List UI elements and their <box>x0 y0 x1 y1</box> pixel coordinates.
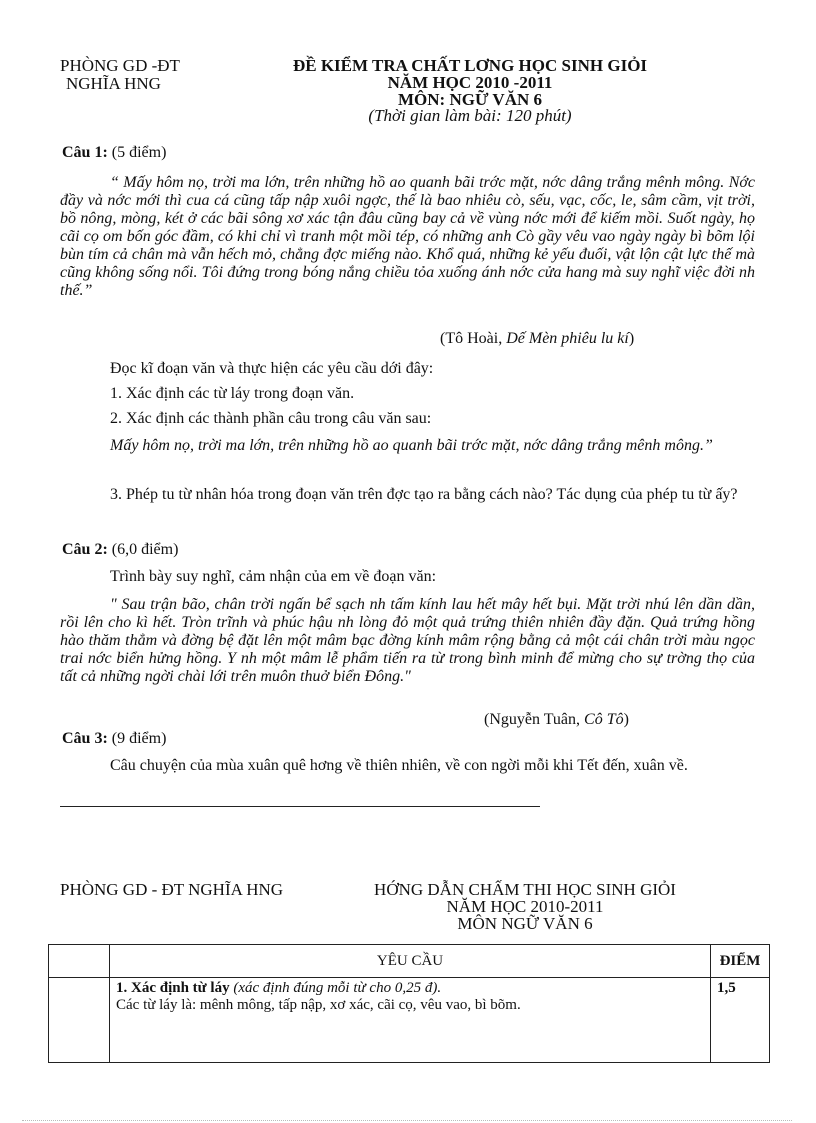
exam-title: ĐỀ KIỂM TRA CHẤT LƠNG HỌC SINH GIỎI <box>292 56 648 75</box>
question-3-points: (9 điểm) <box>111 730 167 747</box>
score-header: ĐIỂM <box>711 945 770 978</box>
requirement-title: 1. Xác định từ láy <box>116 980 230 996</box>
question-2-heading <box>62 541 178 559</box>
source-author: (Nguyễn Tuân, <box>484 711 585 728</box>
score-cell: 1,5 <box>711 978 770 1063</box>
question-2-prompt: Trình bày suy nghĩ, cảm nhận của em về đoạn văn: <box>110 568 437 585</box>
question-2-points: (6,0 điểm) <box>111 541 179 558</box>
question-1-source <box>440 330 634 348</box>
requirement-header: YÊU CẦU <box>110 945 711 978</box>
exam-time: (Thời gian làm bài: 120 phút) <box>368 106 572 125</box>
question-1-passage: “ Mấy hôm nọ, trời ma lớn, trên những hồ ao quanh bãi trớc mặt, nớc dâng trắng mênh mông. Nớc đầy và nớc mới thì cua cá cũng tấp nập xuôi ngợc, thế là bao nhiêu cò, sếu, vạc, cốc, le, sâm cầm, vịt trời, bồ nông, mòng, két ở các bãi sông xơ xác tận đâu cũng bay cả về vùng nớc mới để kiếm mồi. Suốt ngày, họ cãi cọ om bốn góc đầm, có khi chỉ vì tranh một mồi tép, có những anh Cò gầy vêu vao ngày ngày bì bõm lội bùn tím cả chân mà vẫn hếch mỏ, chẳng đợc miếng nào. Khổ quá, những kẻ yếu đuối, vật lộn cật lực thế mà cũng không sống nổi. Tôi đứng trong bóng nắng chiều tỏa xuống ánh nớc cửa hang mà suy nghĩ việc đời nh thế.” <box>60 174 755 299</box>
question-1-heading <box>62 144 166 162</box>
table-index-header <box>49 945 110 978</box>
table-index-cell <box>49 978 110 1063</box>
question-1-task-2: 2. Xác định các thành phần câu trong câu văn sau: <box>110 410 432 427</box>
source-end: ) <box>623 711 629 728</box>
question-2-passage: " Sau trận bão, chân trời ngấn bể sạch nh tấm kính lau hết mây hết bụi. Mặt trời nhú lên dần dần, rồi lên cho kì hết. Tròn trĩnh và phúc hậu nh lòng đỏ một quả trứng thiên nhiên đầy đặn. Quả trứng hồng hào thăm thẳm và đờng bệ đặt lên một mâm bạc đờng kính mâm rộng bằng cả một cái chân trời màu ngọc trai nớc biển hửng hồng. Y nh một mâm lễ phẩm tiến ra từ trong bình minh để mừng cho sự trờng thọ của tất cả những ngời chài lới trên muôn thuở biển Đông." <box>60 596 755 685</box>
requirement-body: Các từ láy là: mênh mông, tấp nập, xơ xác, cãi cọ, vêu vao, bì bõm. <box>116 997 521 1013</box>
table-header-row <box>49 945 770 978</box>
question-1-instruction: Đọc kĩ đoạn văn và thực hiện các yêu cầu dới đây: <box>110 360 434 377</box>
question-3-prompt: Câu chuyện của mùa xuân quê hơng về thiên nhiên, về con ngời mỗi khi Tết đến, xuân về. <box>110 757 688 774</box>
grading-table <box>48 944 770 1063</box>
source-author: (Tô Hoài, <box>440 330 507 347</box>
question-1-sentence: Mấy hôm nọ, trời ma lớn, trên những hồ ao quanh bãi trớc mặt, nớc dâng trắng mênh mông.” <box>110 437 713 454</box>
question-1-label: Câu 1: <box>62 144 108 161</box>
office-name: PHÒNG GD -ĐT <box>60 56 180 75</box>
exam-year: NĂM HỌC 2010 -2011 <box>387 73 553 92</box>
table-row <box>49 978 770 1063</box>
question-3-heading <box>62 730 166 748</box>
question-1-points: (5 điểm) <box>111 144 167 161</box>
question-2-label: Câu 2: <box>62 541 108 558</box>
question-3-label: Câu 3: <box>62 730 108 747</box>
question-2-source <box>484 711 629 729</box>
source-end: ) <box>628 330 635 347</box>
section-divider <box>60 806 540 807</box>
question-1-task-1: 1. Xác định các từ láy trong đoạn văn. <box>110 385 355 402</box>
guide-subject: MÔN NGỮ VĂN 6 <box>457 914 593 933</box>
source-work: Dế Mèn phiêu lu kí <box>506 330 629 347</box>
guide-year: NĂM HỌC 2010-2011 <box>446 897 604 916</box>
source-work: Cô Tô <box>584 711 624 728</box>
district-name: NGHĨA HNG <box>66 74 161 93</box>
exam-subject: MÔN: NGỮ VĂN 6 <box>397 90 542 109</box>
question-1-task-3: 3. Phép tu từ nhân hóa trong đoạn văn trên đợc tạo ra bằng cách nào? Tác dụng của phép tu từ ấy? <box>110 486 738 503</box>
requirement-note: (xác định đúng mỗi từ cho 0,25 đ). <box>229 980 442 996</box>
guide-title: HỚNG DẪN CHẤM THI HỌC SINH GIỎI <box>374 880 676 899</box>
page-edge-dots <box>22 1120 792 1121</box>
guide-office: PHÒNG GD - ĐT NGHĨA HNG <box>60 880 284 899</box>
requirement-cell <box>110 978 711 1063</box>
